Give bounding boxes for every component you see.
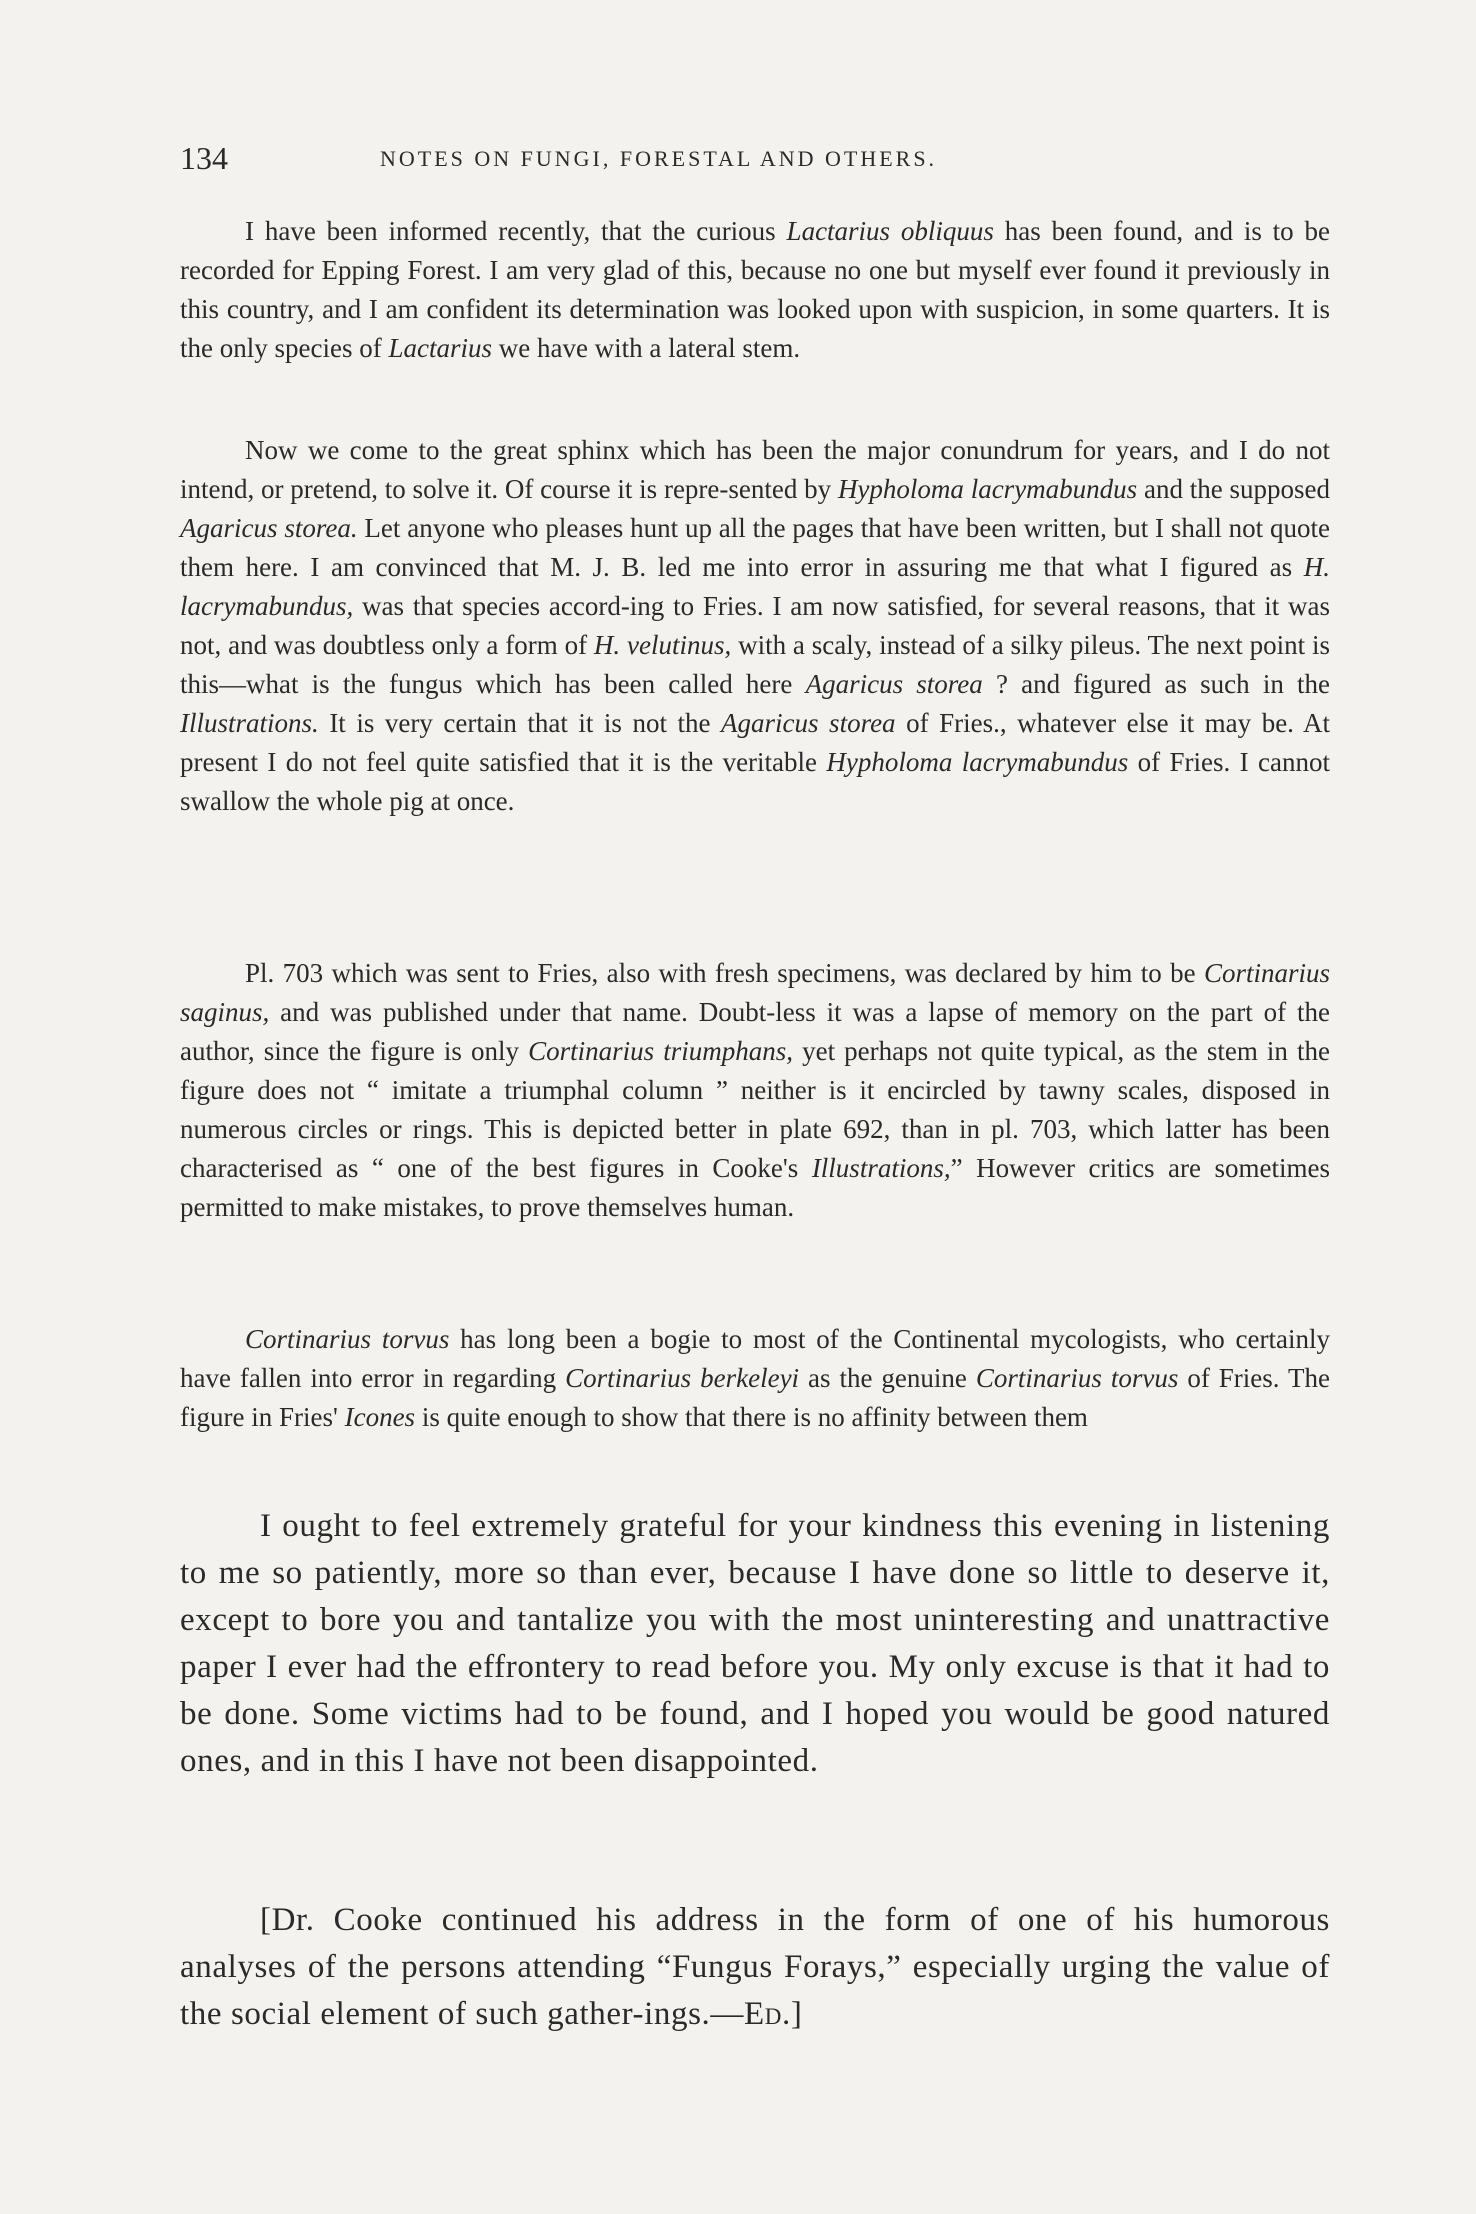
paragraph-plate-703 (180, 954, 1330, 1227)
text-run: yet perhaps not quite typical, as the stem in the figure does not “ imitate a triumphal column ” neither is it encircled by tawny scales, disposed in numerous circles or rings. This is depicted better in plate 692, than in pl. 703, which latter has been characterised as “ one of the best figures in Cooke's (180, 1036, 1330, 1183)
species-name: Cortinarius torvus (975, 1363, 1179, 1393)
species-name: Lactarius obliquus (786, 216, 994, 246)
species-name: Cortinarius torvus (245, 1324, 450, 1354)
text-run: Let anyone who pleases hunt up all the pages that have been written, but I shall not quote them here. I am convinced that M. J. B. led me into error in assuring me that what I figured as (180, 513, 1330, 582)
species-name: Agaricus storea (805, 669, 983, 699)
editor-note-text: [Dr. Cooke continued his address in the form of one of his humorous analyses of the persons attending “Fungus Forays,” especially urging the value of the social element of such gather-ings.— (180, 1902, 1330, 2032)
paragraph-sphinx (180, 431, 1330, 821)
species-name: Cortinarius triumphans, (528, 1036, 793, 1066)
page-number: 134 (180, 140, 228, 176)
text-run: ” However critics are sometimes permitted to make mistakes, to prove themselves human. (180, 1153, 1331, 1222)
text-run: of Fries., whatever else it may be. At present I do not feel quite satisfied that it is the veritable (180, 708, 1330, 777)
genus-name: Lactarius (388, 333, 492, 363)
text-run: of Fries. The figure in Fries' (180, 1363, 1330, 1432)
text-run: and the supposed (1137, 474, 1330, 504)
closing-text: I ought to feel extremely grateful for your kindness this evening in listening to me so patiently, more so than ever, because I have done so little to deserve it, except to bore you and tantalize you with the most uninteresting and unattractive paper I ever had the effrontery to read before you. My only excuse is that it had to be done. Some victims had to be found, and I hoped you would be good natured ones, and in this I have not been disappointed. (180, 1508, 1330, 1779)
text-run: we have with a lateral stem. (491, 333, 801, 363)
text-run: Pl. 703 which was sent to Fries, also with fresh specimens, was declared by him to be (245, 958, 1204, 988)
text-run: is quite enough to show that there is no affinity between them (415, 1402, 1088, 1432)
book-title: Icones (344, 1402, 416, 1432)
editor-signature: Ed. (744, 1996, 791, 2032)
text-run: of Fries. I cannot swallow the whole pig at once. (180, 747, 1330, 816)
text-run: It is very certain that it is not the (318, 708, 722, 738)
paragraph-editor-note (180, 1897, 1330, 2038)
species-name: H. lacrymabundus, (180, 552, 1330, 621)
text-run: ? and figured as such in the (982, 669, 1331, 699)
text-run: was that species accord-ing to Fries. I am now satisfied, for several reasons, that it was not, and was doubtless only a form of (180, 591, 1330, 660)
running-head (180, 140, 1330, 180)
text-run: and was published under that name. Doubt-less it was a lapse of memory on the part of the author, since the figure is only (180, 997, 1330, 1066)
species-name: Agaricus storea. (180, 513, 358, 543)
text-run: as the genuine (799, 1363, 976, 1393)
text-run: Now we come to the great sphinx which has been the major conundrum for years, and I do not intend, or pretend, to solve it. Of course it is repre-sented by (180, 435, 1330, 504)
book-title: Illustrations. (180, 708, 319, 738)
editor-note-close: ] (790, 1996, 803, 2032)
text-run: I have been informed recently, that the curious (245, 216, 787, 246)
species-name: H. velutinus, (593, 630, 732, 660)
book-title: Illustrations, (811, 1153, 951, 1183)
text-run: with a scaly, instead of a silky pileus. The next point is this—what is the fungus which has been called here (180, 630, 1331, 699)
species-name: Hypholoma lacrymabundus (826, 747, 1129, 777)
paragraph-cortinarius (180, 1320, 1330, 1437)
species-name: Cortinarius saginus, (180, 958, 1330, 1027)
paragraph-closing (180, 1503, 1330, 1785)
text-run: has been found, and is to be recorded for Epping Forest. I am very glad of this, because no one but myself ever found it previously in this country, and I am confident its determination was looked upon with suspicion, in some quarters. It is the only species of (180, 216, 1330, 363)
species-name: Agaricus storea (721, 708, 896, 738)
running-title: NOTES ON FUNGI, FORESTAL AND OTHERS. (380, 146, 938, 171)
species-name: Cortinarius berkeleyi (565, 1363, 800, 1393)
paragraph-lactarius (180, 212, 1330, 368)
text-run: has long been a bogie to most of the Continental mycologists, who certainly have fallen into error in regarding (180, 1324, 1330, 1393)
species-name: Hypholoma lacrymabundus (837, 474, 1138, 504)
